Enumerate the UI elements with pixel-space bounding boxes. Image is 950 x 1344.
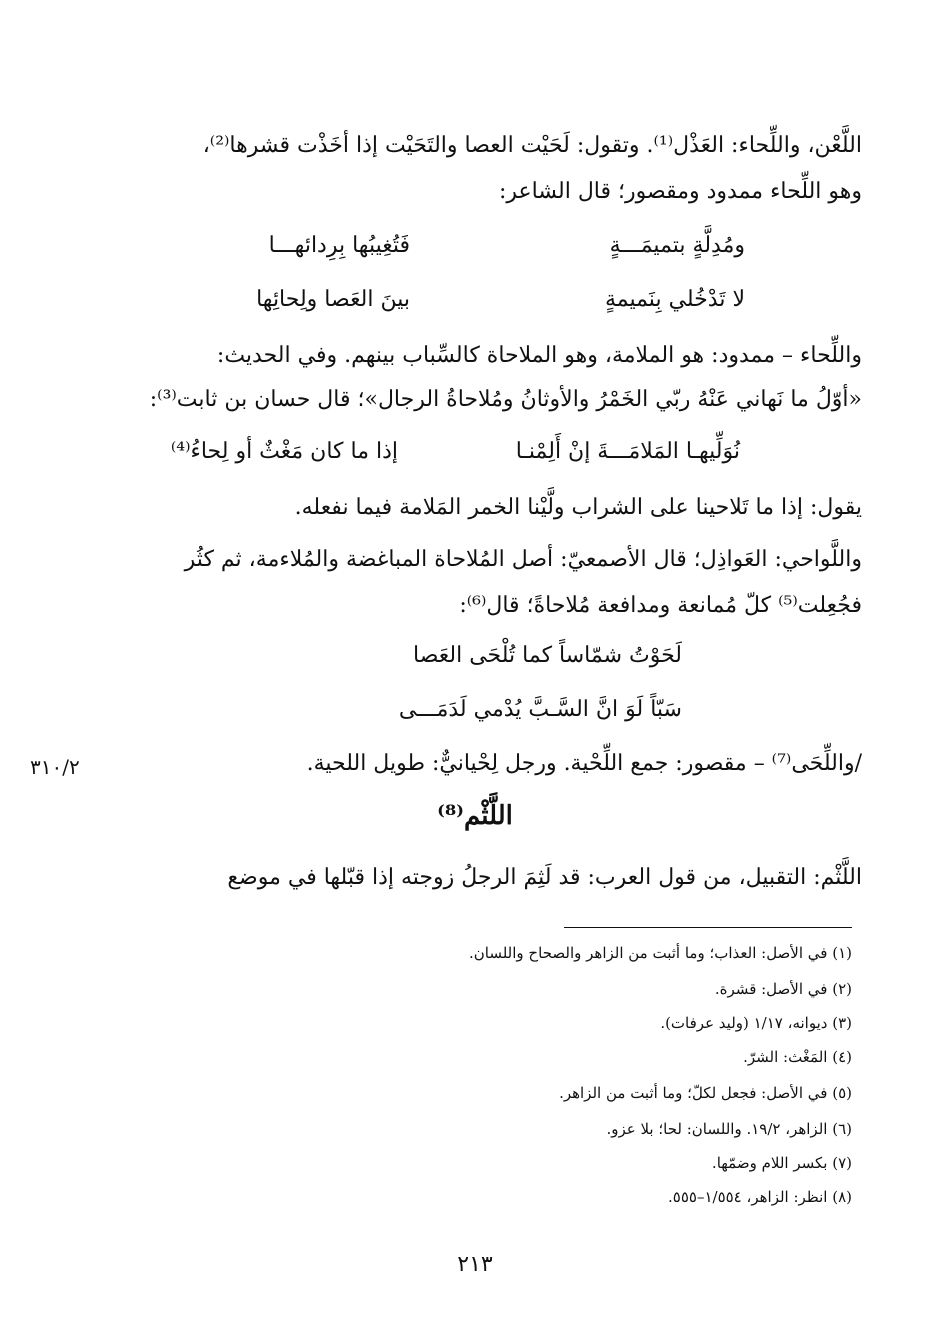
- verse-1-hemistich-1: ومُدِلَّةٍ بتميمَـــةٍ: [609, 233, 745, 258]
- verse-2-hemistich-1: لا تَدْخُلي بِنَميمةٍ: [604, 287, 745, 312]
- footnote-7: (٧) بكسر اللام وضمّها.: [711, 1154, 852, 1172]
- page-number: ٢١٣: [457, 1252, 493, 1277]
- body-line-5: يقول: إذا ما تَلاحينا على الشراب ولَّيْنا الخمر المَلامة فيما نفعله.: [294, 495, 862, 520]
- verse-4-line-2: سَبّاً لَوَ انَّ السَّـبَّ يُدْمي لَدَمَـــى: [398, 697, 682, 722]
- verse-4-line-1: لَحَوْتُ شمّاساً كما تُلْحَى العَصا: [413, 643, 682, 668]
- footnote-6: (٦) الزاهر، ١٩/٢. واللسان: لحا؛ بلا عزو.: [606, 1120, 852, 1138]
- section-heading: اللَّثْم⁽⁸⁾: [437, 801, 513, 831]
- footnote-8: (٨) انظر: الزاهر، ١/٥٥٤–٥٥٥.: [668, 1188, 852, 1206]
- verse-2-hemistich-2: بينَ العَصا ولِحائِها: [256, 287, 410, 312]
- body-line-1: اللَّعْن، واللِّحاء: العَذْل⁽¹⁾. وتقول: لَحَيْت العصا والتَحَيْت إذا أخَذْت قشرها⁽²⁾،: [202, 133, 862, 158]
- verse-3-hemistich-1: نُوَلِّيهـا المَلامَـــةَ إنْ أَلِمْنـا: [515, 439, 740, 464]
- body-line-3: واللِّحاء – ممدود: هو الملامة، وهو الملاحاة كالسِّباب بينهم. وفي الحديث:: [216, 343, 862, 368]
- body-line-8: /واللِّحَى⁽⁷⁾ – مقصور: جمع اللِّحْية. ورجل لِحْيانيٌّ: طويل اللحية.: [306, 751, 862, 776]
- footnote-1: (١) في الأصل: العذاب؛ وما أثبت من الزاهر والصحاح واللسان.: [468, 944, 852, 962]
- footnote-4: (٤) المَغْث: الشرّ.: [743, 1048, 852, 1066]
- verse-1-hemistich-2: فَتُغِيبُها بِرِدائهـــا: [268, 233, 410, 258]
- body-line-2: وهو اللِّحاء ممدود ومقصور؛ قال الشاعر:: [499, 179, 862, 204]
- body-line-4: «أوّلُ ما نَهاني عَنْهُ ربّي الخَمْرُ والأوثانُ ومُلاحاةُ الرجال»؛ قال حسان بن ثابت⁽³⁾:: [149, 387, 862, 412]
- body-line-9: اللَّثْم: التقبيل، من قول العرب: قد لَثِمَ الرجلُ زوجته إذا قبّلها في موضع: [227, 865, 862, 890]
- body-line-6: واللَّواحي: العَواذِل؛ قال الأصمعيّ: أصل المُلاحاة المباغضة والمُلاءمة، ثم كثُر: [184, 547, 862, 572]
- footnote-5: (٥) في الأصل: فجعل لكلّ؛ وما أثبت من الزاهر.: [559, 1084, 852, 1102]
- body-line-7: فجُعِلت⁽⁵⁾ كلّ مُمانعة ومدافعة مُلاحاةً؛ قال⁽⁶⁾:: [459, 593, 862, 618]
- footnote-2: (٢) في الأصل: قشرة.: [714, 980, 852, 998]
- margin-reference: ٣١٠/٢: [30, 755, 80, 779]
- footnote-3: (٣) ديوانه، ١/١٧ (وليد عرفات).: [660, 1014, 852, 1032]
- verse-3-hemistich-2: إذا ما كان مَغْثٌ أو لِحاءُ⁽⁴⁾: [170, 439, 398, 464]
- footnote-separator: [564, 927, 852, 928]
